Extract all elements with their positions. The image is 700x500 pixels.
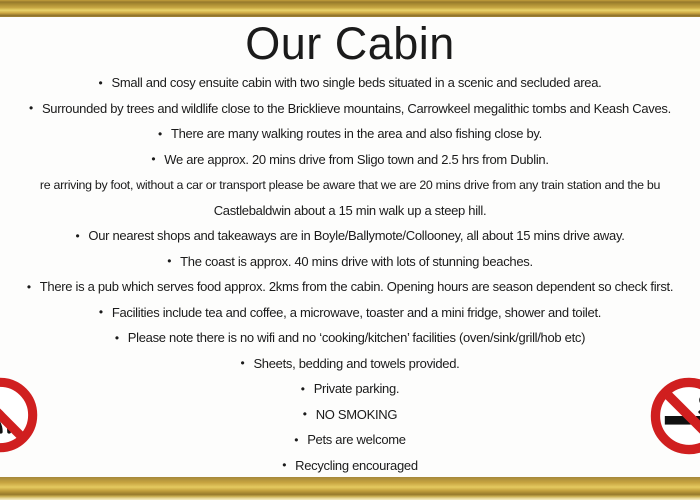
bullet-list <box>0 70 700 478</box>
bullet-row <box>0 274 700 300</box>
bullet-row <box>0 402 700 428</box>
bullet-marker: • <box>240 356 245 371</box>
bullet-marker: • <box>98 75 103 90</box>
bullet-marker: • <box>114 330 119 345</box>
bullet-marker: • <box>26 279 31 294</box>
bullet-text: Recycling encouraged <box>295 457 418 473</box>
bullet-text: Surrounded by trees and wildlife close to the Bricklieve mountains, Carrowkeel megalithic tombs and Keash Caves. <box>41 100 671 116</box>
bullet-marker: • <box>98 305 103 320</box>
bullet-row <box>0 198 700 224</box>
bullet-marker: • <box>29 101 33 116</box>
bullet-row <box>0 249 700 275</box>
bullet-marker: • <box>282 458 287 473</box>
bullet-text: Sheets, bedding and towels provided. <box>253 355 460 371</box>
gold-border-top <box>0 0 700 17</box>
bullet-row <box>0 121 700 147</box>
bullet-text: Small and cosy ensuite cabin with two single beds situated in a scenic and secluded area. <box>111 75 602 91</box>
bullet-row <box>0 147 700 173</box>
bullet-row <box>0 300 700 326</box>
bullet-text: Our nearest shops and takeaways are in Boyle/Ballymote/Collooney, all about 15 mins drive away. <box>88 228 625 244</box>
bullet-marker: • <box>294 432 299 447</box>
gold-border-bottom <box>0 477 700 500</box>
bullet-row <box>0 96 700 122</box>
bullet-text: There are many walking routes in the area and also fishing close by. <box>170 126 542 142</box>
bullet-text: Castlebaldwin about a 15 min walk up a steep hill. <box>213 202 487 218</box>
bullet-row <box>0 427 700 453</box>
bullet-row <box>0 351 700 377</box>
bullet-row <box>0 453 700 479</box>
bullet-text: Facilities include tea and coffee, a microwave, toaster and a mini fridge, shower and toilet. <box>111 304 602 320</box>
bullet-marker: • <box>302 407 307 422</box>
no-smoking-icon <box>650 377 700 455</box>
bullet-marker: • <box>158 126 162 141</box>
bullet-text: Please note there is no wifi and no ‘cooking/kitchen’ facilities (oven/sink/grill/hob etc) <box>127 330 586 346</box>
bullet-row <box>0 70 700 96</box>
bullet-text: Private parking. <box>313 381 400 397</box>
bullet-text: We are approx. 20 mins drive from Sligo town and 2.5 hrs from Dublin. <box>164 151 549 167</box>
bullet-text: The coast is approx. 40 mins drive with lots of stunning beaches. <box>180 253 533 269</box>
bullet-row <box>0 325 700 351</box>
bullet-row <box>0 376 700 402</box>
bullet-marker: • <box>167 254 172 269</box>
bullet-text: Pets are welcome <box>307 432 406 448</box>
no-wifi-prohibition-icon <box>0 377 38 453</box>
slide-title: Our Cabin <box>245 18 455 69</box>
bullet-marker: • <box>300 381 305 396</box>
bullet-text: re arriving by foot, without a car or transport please be aware that we are 20 mins drive from any train station and the bu <box>39 177 661 192</box>
bullet-text: There is a pub which serves food approx. 2kms from the cabin. Opening hours are season dependent so check first. <box>39 279 674 295</box>
bullet-marker: • <box>75 228 80 243</box>
bullet-text: NO SMOKING <box>315 406 398 422</box>
bullet-row <box>0 223 700 249</box>
bullet-marker: • <box>151 152 156 167</box>
bullet-row <box>0 172 700 198</box>
